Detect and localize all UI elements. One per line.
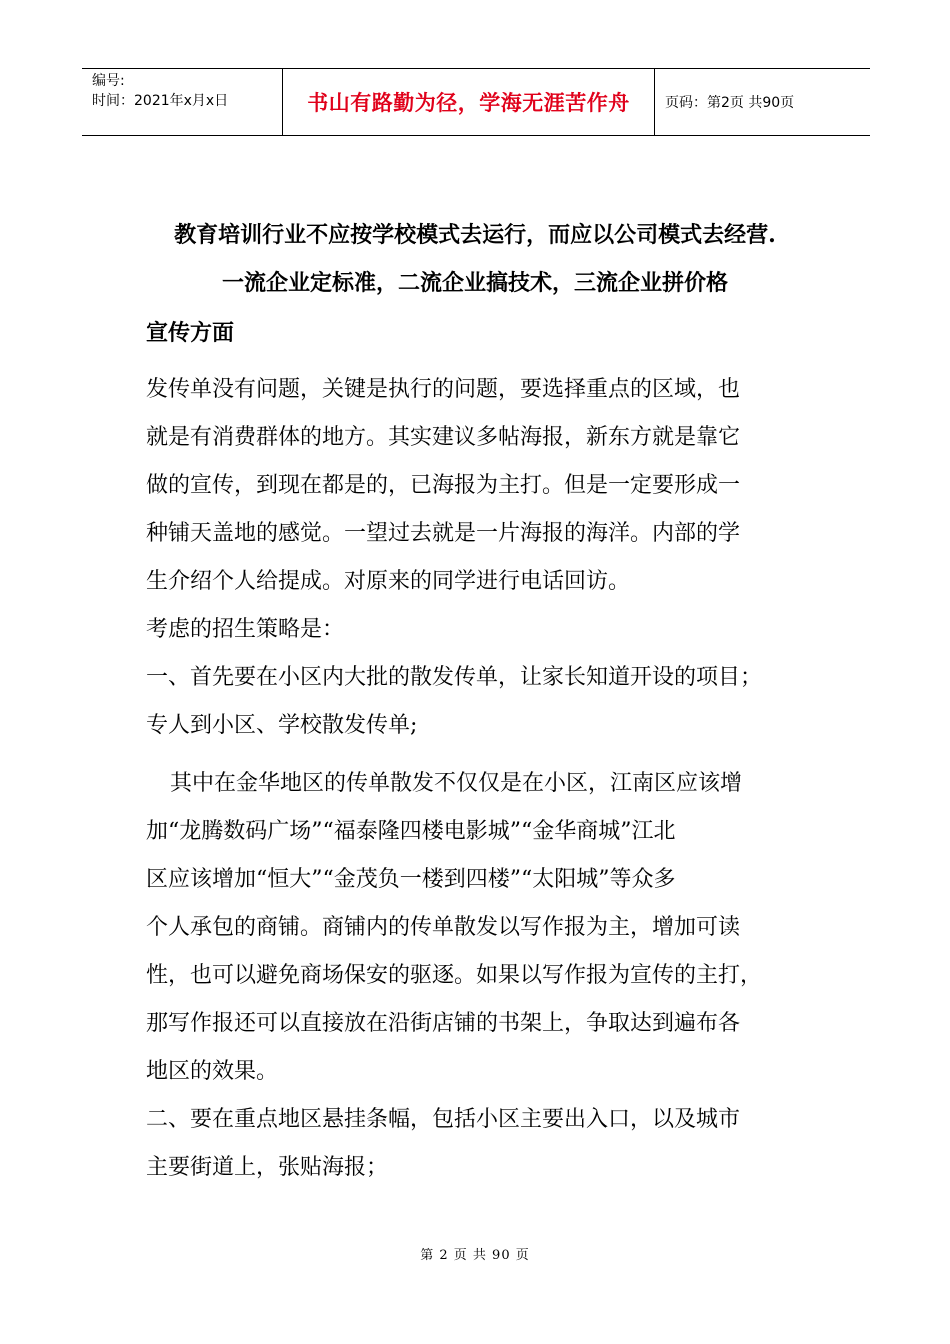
text-line: 种铺天盖地的感觉。一望过去就是一片海报的海洋。内部的学 (146, 521, 741, 546)
text-line: 那写作报还可以直接放在沿街店铺的书架上，争取达到遍布各 (146, 1011, 741, 1036)
text-line: 发传单没有问题，关键是执行的问题，要选择重点的区域，也 (146, 377, 741, 402)
time-label: 时间：2021年x月x日 (92, 93, 229, 109)
text-line: 个人承包的商铺。商铺内的传单散发以写作报为主，增加可读 (146, 915, 741, 940)
text-line: 做的宣传，到现在都是的，已海报为主打。但是一定要形成一 (146, 473, 741, 498)
page-footer: 第 2 页 共 90 页 (420, 1248, 530, 1263)
text-line: 生介绍个人给提成。对原来的同学进行电话回访。 (146, 569, 631, 594)
text-line: 就是有消费群体的地方。其实建议多帖海报，新东方就是靠它 (146, 425, 741, 450)
text-line: 考虑的招生策略是： (146, 617, 345, 642)
text-line: 二、要在重点地区悬挂条幅，包括小区主要出入口，以及城市 (146, 1107, 741, 1132)
section-heading: 宣传方面 (146, 320, 235, 346)
header-page-info: 页码：第2页 共90页 (665, 95, 795, 111)
text-line: 加“龙腾数码广场”“福泰隆四楼电影城”“金华商城”江北 (146, 819, 676, 844)
text-line: 地区的效果。 (146, 1059, 279, 1084)
paragraph (146, 1096, 826, 1192)
paragraph (146, 366, 826, 606)
header-motto: 书山有路勤为径，学海无涯苦作舟 (282, 69, 655, 135)
paragraph (146, 760, 826, 1096)
text-line: 一、首先要在小区内大批的散发传单，让家长知道开设的项目； (146, 665, 763, 690)
paragraph (146, 654, 826, 750)
page-header (82, 68, 870, 136)
paragraph (146, 606, 826, 654)
document-title: 教育培训行业不应按学校模式去运行，而应以公司模式去经营. (174, 222, 776, 248)
text-line: 主要街道上，张贴海报； (146, 1155, 389, 1180)
text-line: 专人到小区、学校散发传单; (146, 713, 418, 738)
document-subtitle: 一流企业定标准，二流企业搞技术，三流企业拼价格 (221, 270, 728, 296)
header-meta (82, 69, 282, 135)
body-text (146, 366, 826, 1192)
text-line: 性，也可以避免商场保安的驱逐。如果以写作报为宣传的主打， (146, 963, 763, 988)
text-line: 区应该增加“恒大”“金茂负一楼到四楼”“太阳城”等众多 (146, 867, 676, 892)
text-line: 其中在金华地区的传单散发不仅仅是在小区，江南区应该增 (170, 771, 743, 796)
number-label: 编号: (92, 73, 125, 89)
